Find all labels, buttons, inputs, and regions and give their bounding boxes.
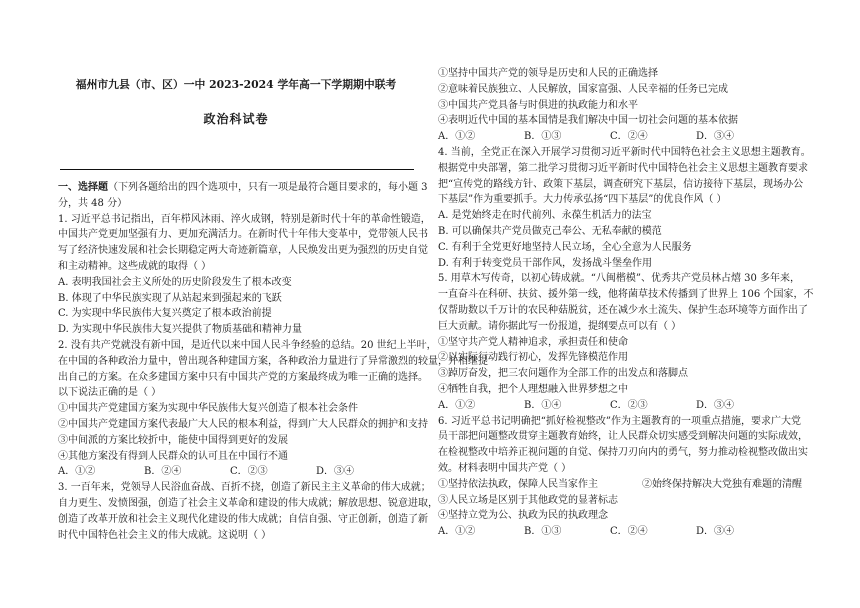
text-line: 写了经济快速发展和社会长期稳定两大奇迹新篇章，人民焕发出更为强烈的历史自觉 <box>58 245 428 257</box>
statement-line: ③人民立场是区别于其他政党的显著标志 <box>438 494 618 506</box>
option-c: C．②④ <box>610 131 648 143</box>
statement-line: ②意味着民族独立、人民解放，国家富强、人民幸福的任务已完成 <box>438 83 728 95</box>
exam-title: 福州市九县（市、区）一中 2023-2024 学年高一下学期期中联考 <box>75 78 397 91</box>
text-line: 5. 用草木写传奇，以初心铸成就。“八闽楷模”、优秀共产党员林占熺 30 多年来， <box>438 273 801 285</box>
option-a: A．①② <box>438 131 476 143</box>
statement-line: ①坚守共产党人精神追求，承担责任和使命 <box>438 336 628 348</box>
option-line: A. 表明我国社会主义所处的历史阶段发生了根本改变 <box>58 276 292 288</box>
section-intro-line <box>58 180 428 196</box>
option-b: B．①④ <box>524 399 562 411</box>
answer-options <box>58 464 414 480</box>
statement-line: ②中国共产党建国方案代表最广大人民的根本利益，得到广大人民群众的拥护和支持 <box>58 418 428 430</box>
text-line: 创造了改革开放和社会主义现代化建设的伟大成就；自信自强、守正创新，创造了新 <box>58 513 428 525</box>
statement-line: ①坚持中国共产党的领导是历史和人民的正确选择 <box>438 68 658 79</box>
statement-line: ③踔厉奋发，把三农问题作为全部工作的出发点和落脚点 <box>438 368 688 380</box>
statement-line: ④表明近代中国的基本国情是我们解决中国一切社会问题的基本依据 <box>438 115 738 127</box>
text-line: 1. 习近平总书记指出，百年栉风沐雨、淬火成钢，特别是新时代十年的革命性锻造， <box>58 213 431 225</box>
text-line: 效。材料表明中国共产党（ ） <box>438 462 572 474</box>
left-question-block <box>58 180 488 543</box>
statement-line: ②以实际行动践行初心，发挥先锋模范作用 <box>438 352 628 364</box>
option-line: B. 可以确保共产党员做克己奉公、无私奉献的模范 <box>438 225 662 237</box>
text-line: 下基层”作为重要抓手。大力传承弘扬“四下基层”的优良作风（ ） <box>438 194 727 206</box>
statement-row <box>438 477 810 493</box>
option-line: D. 为实现中华民族伟大复兴提供了物质基础和精神力量 <box>58 324 303 336</box>
statement-line: ④其他方案没有得到人民群众的认可且在中国行不通 <box>58 450 288 462</box>
option-b: B．①③ <box>524 131 562 143</box>
statement-line: ④牺牲自我，把个人理想融入世界梦想之中 <box>438 383 628 395</box>
statement-line: ④坚持立党为公、执政为民的执政理念 <box>438 510 608 522</box>
statement-line: ①中国共产党建国方案为实现中华民族伟大复兴创造了根本社会条件 <box>58 403 358 415</box>
statement-2: ②始终保持解决大党独有难题的清醒 <box>642 478 802 490</box>
text-line: 在检视整改中培养正视问题的自觉、保持刀刃向内的勇气，努力推动检视整改做出实 <box>438 447 808 459</box>
option-line: C. 有利于全党更好地坚持人民立场，全心全意为人民服务 <box>438 241 692 253</box>
text-line: 在中国的各种政治力量中，曾出现各种建国方案，各种政治力量进行了异常激烈的较量，并相继提 <box>58 355 488 367</box>
text-line: 一直奋斗在科研、扶贫、援外第一线，他将菌草技术传播到了世界上 106 个国家，不 <box>438 289 814 301</box>
text-line: 把“宣传党的路线方针、政策下基层，调查研究下基层，信访接待下基层，现场办公 <box>438 178 804 190</box>
text-line: 根据党中央部署，第二批学习贯彻习近平新时代中国特色社会主义思想主题教育要求 <box>438 162 808 174</box>
text-line: 仅帮助数以千万计的农民种菇脱贫，还在减少水土流失、保护生态环境等方面作出了 <box>438 304 808 316</box>
answer-options <box>438 129 810 145</box>
text-line: 2. 没有共产党就没有新中国，是近代以来中国人民斗争经验的总结。20 世纪上半叶， <box>58 339 437 351</box>
section-heading: 一、选择题 <box>58 182 108 193</box>
text-line: 6. 习近平总书记明确把“抓好检视整改”作为主题教育的一项重点措施，要求广大党 <box>438 415 801 427</box>
section-intro-line-2: 分，共 48 分） <box>58 197 128 209</box>
text-line: 3. 一百年来，党领导人民浴血奋战、百折不挠，创造了新民主主义革命的伟大成就； <box>58 482 431 494</box>
option-line: C. 为实现中华民族伟大复兴奠定了根本政治前提 <box>58 308 272 320</box>
statement-line: ③中国共产党具备与时俱进的执政能力和水平 <box>438 99 638 111</box>
statement-1: ①坚持依法执政，保障人民当家作主 <box>438 478 598 490</box>
option-d: D．③④ <box>316 466 355 478</box>
option-line: A. 是党始终走在时代前列、永葆生机活力的法宝 <box>438 210 652 222</box>
text-line: 巨大贡献。请你据此写一份报道，提纲要点可以有（ ） <box>438 320 682 332</box>
text-line: 自力更生、发愤图强，创造了社会主义革命和建设的伟大成就；解放思想、锐意进取， <box>58 497 438 509</box>
option-d: D．③④ <box>696 399 735 411</box>
option-c: C．②③ <box>610 399 648 411</box>
right-question-block <box>438 66 814 540</box>
option-a: A．①② <box>438 399 476 411</box>
text-line: 出自己的方案。在众多建国方案中只有中国共产党的方案最终成为唯一正确的选择。 <box>58 371 428 383</box>
text-line: 和主动精神。这些成就的取得（ ） <box>58 260 212 272</box>
option-b: B．①③ <box>524 526 562 538</box>
statement-line: ③中间派的方案比较折中，能使中国得到更好的发展 <box>58 434 288 446</box>
option-d: D．③④ <box>696 526 735 538</box>
answer-options <box>438 524 810 540</box>
option-line: D. 有利于转变党员干部作风，发扬战斗堡垒作用 <box>438 257 653 269</box>
option-a: A．①② <box>438 526 476 538</box>
option-b: B．②④ <box>144 466 182 478</box>
option-line: B. 体现了中华民族实现了从站起来到强起来的飞跃 <box>58 292 282 304</box>
text-line: 时代中国特色社会主义的伟大成就。这说明（ ） <box>58 529 272 541</box>
text-line: 中国共产党更加坚强有力、更加充满活力。在新时代十年伟大变革中，党带领人民书 <box>58 229 428 241</box>
text-line: 4. 当前，全党正在深入开展学习贯彻习近平新时代中国特色社会主义思想主题教育。 <box>438 146 811 158</box>
option-d: D．③④ <box>696 131 735 143</box>
exam-subtitle: 政治科试卷 <box>203 112 269 126</box>
title-divider <box>60 169 414 170</box>
section-intro: （下列各题给出的四个选项中，只有一项是最符合题目要求的，每小题 3 <box>108 182 428 193</box>
answer-options <box>438 398 810 414</box>
text-line: 以下说法正确的是（ ） <box>58 387 162 399</box>
option-a: A．①② <box>58 466 96 478</box>
option-c: C．②③ <box>230 466 268 478</box>
option-c: C．②④ <box>610 526 648 538</box>
text-line: 员干部把问题整改贯穿主题教育始终，让人民群众切实感受到解决问题的实际成效， <box>438 431 808 443</box>
